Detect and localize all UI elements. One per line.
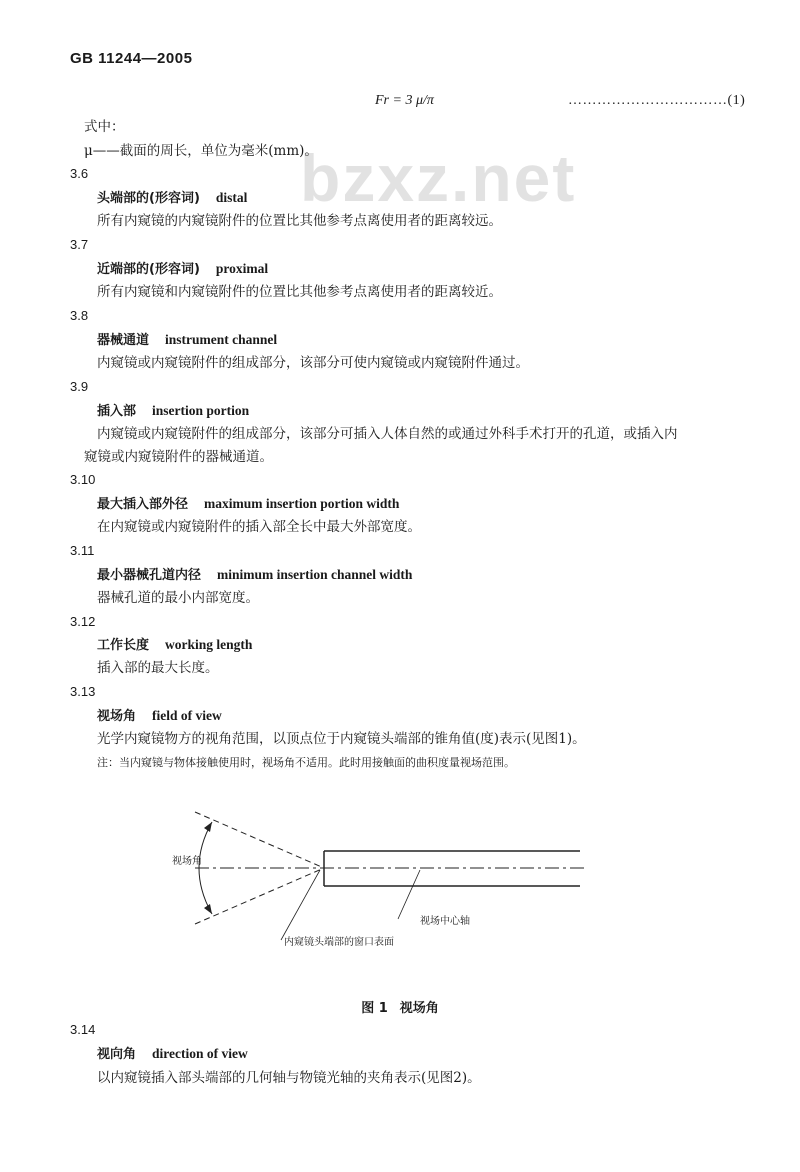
window-label: 内窥镜头端部的窗口表面 — [284, 937, 394, 948]
section-number: 3.9 — [70, 379, 89, 394]
window-leader — [281, 870, 320, 940]
term-cn: 工作长度 — [97, 638, 150, 653]
section-body: 所有内窥镜的内窥镜附件的位置比其他参考点离使用者的距离较远。 — [97, 213, 502, 229]
axis-label: 视场中心轴 — [420, 916, 470, 927]
term-en: distal — [215, 190, 248, 205]
watermark: bzxz.net — [300, 141, 577, 215]
section-body: 在内窥镜或内窥镜附件的插入部全长中最大外部宽度。 — [97, 519, 421, 535]
section-body: 所有内窥镜和内窥镜附件的位置比其他参考点离使用者的距离较近。 — [97, 284, 502, 300]
fov-upper-ray — [195, 812, 324, 868]
section-number: 3.7 — [70, 237, 89, 252]
section-note: 注：当内窥镜与物体接触使用时，视场角不适用。此时用接触面的曲积度量视场范围。 — [97, 756, 515, 769]
term-en: proximal — [215, 261, 269, 276]
term-cn: 视场角 — [97, 709, 137, 724]
section-number: 3.14 — [70, 1022, 96, 1037]
term-cn: 头端部的(形容词) — [97, 191, 200, 206]
figure-number: 图 1 — [361, 1001, 388, 1016]
fov-lower-ray — [195, 868, 324, 924]
term-en: instrument channel — [165, 332, 278, 347]
section-number: 3.12 — [70, 614, 96, 629]
term-cn: 近端部的(形容词) — [97, 262, 200, 277]
where-label: 式中： — [84, 119, 125, 135]
section-number: 3.8 — [70, 308, 89, 323]
term-cn: 器械通道 — [97, 333, 150, 348]
term-cn: 视向角 — [97, 1047, 137, 1062]
formula-number: ……………………………(1) — [568, 93, 746, 108]
term-cn: 插入部 — [97, 404, 137, 419]
arrow-up-icon — [204, 822, 212, 832]
axis-leader — [398, 870, 420, 919]
section-number: 3.6 — [70, 166, 89, 181]
section-body: 光学内窥镜物方的视角范围，以顶点位于内窥镜头端部的锥角值(度)表示(见图1)。 — [97, 731, 586, 747]
section-body: 插入部的最大长度。 — [97, 660, 219, 676]
section-body: 器械孔道的最小内部宽度。 — [97, 590, 259, 606]
section-body: 内窥镜或内窥镜附件的组成部分，该部分可使内窥镜或内窥镜附件通过。 — [97, 355, 529, 371]
section-body: 以内窥镜插入部头端部的几何轴与物镜光轴的夹角表示(见图2)。 — [97, 1070, 481, 1086]
term-en: insertion portion — [152, 403, 250, 418]
arrow-down-icon — [204, 904, 212, 914]
section-body: 内窥镜或内窥镜附件的组成部分，该部分可插入人体自然的或通过外科手术打开的孔道，或插入内 — [97, 426, 678, 442]
section-number: 3.10 — [70, 472, 96, 487]
standard-code: GB 11244—2005 — [70, 50, 193, 67]
term-en: minimum insertion channel width — [217, 567, 413, 582]
section-number: 3.11 — [70, 543, 95, 558]
term-en: working length — [165, 637, 253, 652]
figure-title: 视场角 — [399, 1001, 439, 1016]
term-cn: 最小器械孔道内径 — [97, 568, 202, 583]
term-cn: 最大插入部外径 — [97, 497, 189, 512]
term-en: field of view — [152, 708, 222, 723]
fov-label: 视场角 — [172, 856, 202, 867]
term-en: direction of view — [152, 1046, 248, 1061]
mu-definition: μ——截面的周长，单位为毫米(mm)。 — [84, 143, 318, 159]
section-body: 窥镜或内窥镜附件的器械通道。 — [84, 449, 273, 465]
formula-expression: Fr = 3 μ/π — [375, 93, 434, 108]
section-term — [97, 1045, 248, 1064]
term-en: maximum insertion portion width — [204, 496, 400, 511]
section-number: 3.13 — [70, 684, 96, 699]
figure-caption — [0, 997, 800, 1016]
